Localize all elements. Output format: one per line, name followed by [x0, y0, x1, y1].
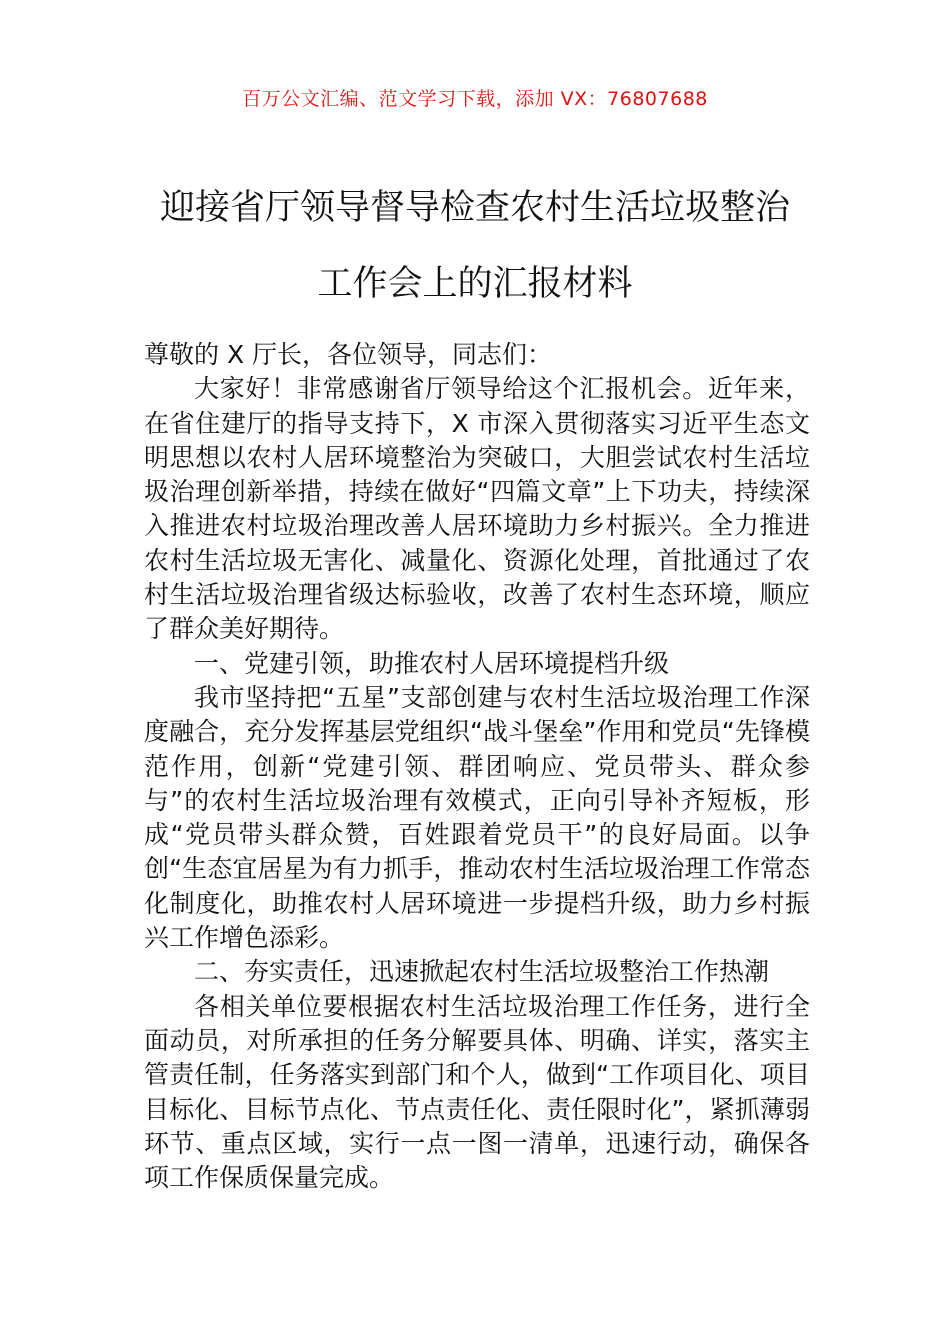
salutation: 尊敬的 X 厅长，各位领导，同志们： — [144, 340, 553, 369]
header-note: 百万公文汇编、范文学习下载，添加 VX：76807688 — [242, 88, 708, 110]
section-2-paragraph: 各相关单位要根据农村生活垃圾治理工作任务，进行全面动员，对所承担的任务分解要具体、明确、详实，落实主管责任制，任务落实到部门和个人，做到“工作项目化、项目目标化、目标节点化、节点责任化、责任限时化”，紧抓薄弱环节、重点区域，实行一点一图一清单，迅速行动，确保各项工作保质保量完成。 — [144, 991, 810, 1193]
section-heading-1: 一、党建引领，助推农村人居环境提档升级 — [194, 648, 670, 678]
document-body — [144, 338, 810, 1195]
document-title — [120, 170, 830, 322]
section-1-paragraph: 我市坚持把“五星”支部创建与农村生活垃圾治理工作深度融合，充分发挥基层党组织“战斗堡垒”作用和党员“先锋模范作用，创新“党建引领、群团响应、党员带头、群众参与”的农村生活垃圾治理有效模式，正向引导补齐短板，形成“党员带头群众赞，百姓跟着党员干”的良好局面。以争创“生态宜居星为有力抓手，推动农村生活垃圾治理工作常态化制度化，助推农村人居环境进一步提档升级，助力乡村振兴工作增色添彩。 — [144, 682, 810, 953]
section-heading-2: 二、夯实责任，迅速掀起农村生活垃圾整治工作热潮 — [194, 957, 770, 987]
title-line-2: 工作会上的汇报材料 — [317, 264, 633, 304]
intro-paragraph: 大家好！非常感谢省厅领导给这个汇报机会。近年来，在省住建厅的指导支持下，X 市深入贯彻落实习近平生态文明思想以农村人居环境整治为突破口，大胆尝试农村生活垃圾治理创新举措，持续在做好“四篇文章”上下功夫，持续深入推进农村垃圾治理改善人居环境助力乡村振兴。全力推进农村生活垃圾无害化、减量化、资源化处理，首批通过了农村生活垃圾治理省级达标验收，改善了农村生态环境，顺应了群众美好期待。 — [144, 374, 810, 644]
title-line-1: 迎接省厅领导督导检查农村生活垃圾整治 — [159, 188, 790, 228]
